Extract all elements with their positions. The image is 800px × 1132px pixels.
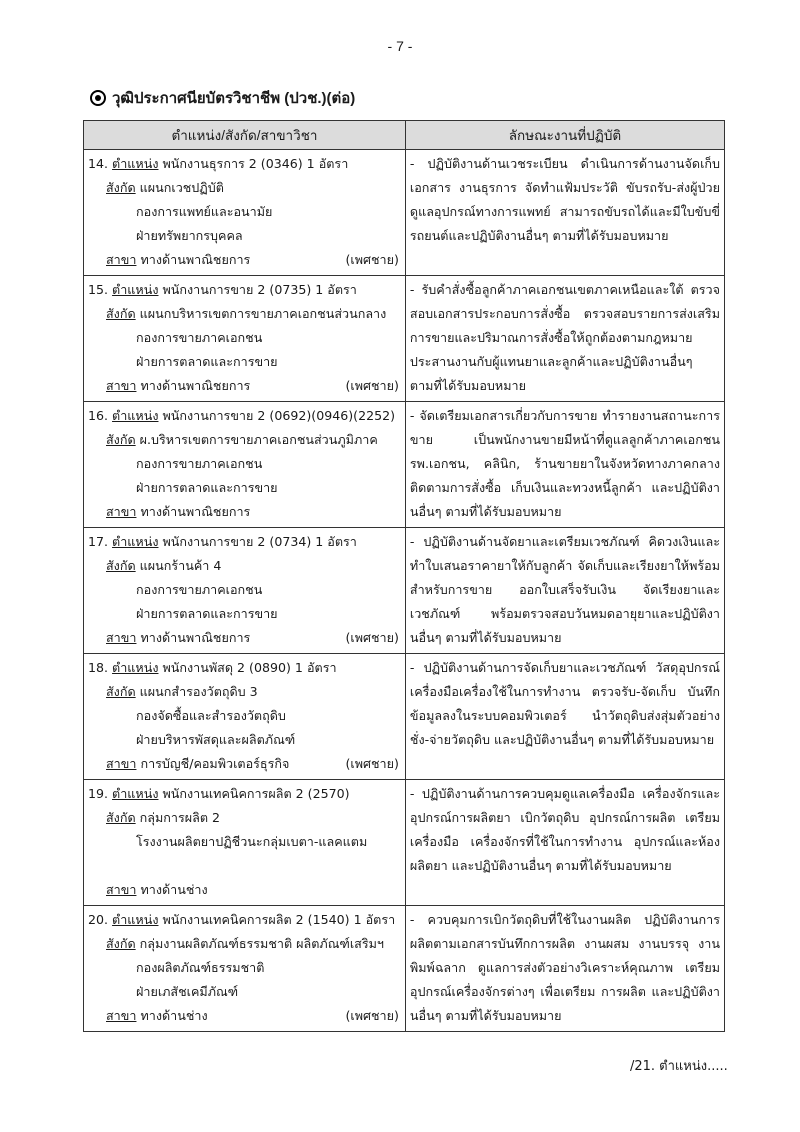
affiliation-line bbox=[88, 176, 401, 200]
affiliation-line bbox=[88, 932, 401, 956]
field-label: สาขา bbox=[106, 756, 137, 771]
position-line bbox=[88, 782, 401, 806]
gender-requirement: (เพศชาย) bbox=[345, 756, 399, 771]
duties-description: - รับคำสั่งซื้อลูกค้าภาคเอกชนเขตภาคเหนือและใต้ ตรวจสอบเอกสารประกอบการสั่งซื้อ ตรวจสอบรายการส่งเสริมการขายและปริมาณการสั่งซื้อให้ถูกต้องตามกฎหมาย ประสานงานกับผู้แทนยาและลูกค้าและปฏิบัติงานอื่นๆ ตามที่ได้รับมอบหมาย bbox=[409, 282, 720, 393]
duties-cell bbox=[405, 906, 724, 1032]
field-value: ทางด้านพาณิชยการ bbox=[140, 630, 251, 645]
position-title: พนักงานเทคนิคการผลิต 2 (2570) bbox=[162, 786, 350, 801]
affiliation-line bbox=[88, 806, 401, 830]
duties-description: - ปฏิบัติงานด้านการควบคุมดูแลเครื่องมือ เครื่องจักรและอุปกรณ์การผลิตยา เบิกวัตถุดิบ อุปกรณ์การผลิต เตรียมเครื่องมือ เครื่องจักรที่ใช้ในการทำงาน อุปกรณ์และห้องผลิตยา และปฏิบัติงานอื่นๆ ตามที่ได้รับมอบหมาย bbox=[409, 786, 720, 873]
field-label: สาขา bbox=[106, 378, 137, 393]
position-label: ตำแหน่ง bbox=[112, 786, 159, 801]
affiliation-office: ฝ่ายการตลาดและการขาย bbox=[136, 480, 278, 495]
field-line bbox=[88, 374, 401, 398]
affiliation-line bbox=[88, 680, 401, 704]
row-number: 18. bbox=[88, 660, 109, 675]
duties-description: - ควบคุมการเบิกวัตถุดิบที่ใช้ในงานผลิต ปฏิบัติงานการผลิตตามเอกสารบันทึกการผลิต งานผสม งานบรรจุ งานพิมพ์ฉลาก ดูแลการส่งตัวอย่างวิเคราะห์คุณภาพ เตรียมอุปกรณ์เครื่องจักรต่างๆ เพื่อเตรียม การผลิต และปฏิบัติงานอื่นๆ ตามที่ได้รับมอบหมาย bbox=[409, 912, 720, 1023]
field-label: สาขา bbox=[106, 1008, 137, 1023]
table-row bbox=[84, 654, 725, 780]
affiliation-label: สังกัด bbox=[106, 684, 136, 699]
table-row bbox=[84, 150, 725, 276]
affiliation-office: ฝ่ายการตลาดและการขาย bbox=[136, 606, 278, 621]
table-row bbox=[84, 528, 725, 654]
position-title: พนักงานธุรการ 2 (0346) 1 อัตรา bbox=[162, 156, 349, 171]
affiliation-division: กลุ่มการผลิต 2 bbox=[139, 810, 221, 825]
position-label: ตำแหน่ง bbox=[112, 408, 159, 423]
position-cell bbox=[84, 276, 406, 402]
position-title: พนักงานการขาย 2 (0735) 1 อัตรา bbox=[162, 282, 357, 297]
field-value: การบัญชี/คอมพิวเตอร์ธุรกิจ bbox=[140, 756, 290, 771]
affiliation-division: กลุ่มงานผลิตภัณฑ์ธรรมชาติ ผลิตภัณฑ์เสริมฯ bbox=[139, 936, 385, 951]
table-row bbox=[84, 780, 725, 906]
gender-requirement: (เพศชาย) bbox=[345, 1008, 399, 1023]
duties-cell bbox=[405, 654, 724, 780]
position-line bbox=[88, 530, 401, 554]
duties-cell bbox=[405, 150, 724, 276]
position-title: พนักงานพัสดุ 2 (0890) 1 อัตรา bbox=[162, 660, 337, 675]
section-title bbox=[90, 86, 355, 110]
affiliation-division: แผนกเวชปฏิบัติ bbox=[139, 180, 224, 195]
field-line bbox=[88, 500, 401, 524]
affiliation-office bbox=[88, 854, 401, 878]
affiliation-office: ฝ่ายบริหารพัสดุและผลิตภัณฑ์ bbox=[136, 732, 296, 747]
position-cell bbox=[84, 150, 406, 276]
duties-description: - ปฏิบัติงานด้านเวชระเบียน ดำเนินการด้านงานจัดเก็บเอกสาร งานธุรการ จัดทำแฟ้มประวัติ ขับรถรับ-ส่งผู้ป่วย ดูแลอุปกรณ์ทางการแพทย์ สามารถขับรถได้และมีใบขับขี่รถยนต์และปฏิบัติงานอื่นๆ ตามที่ได้รับมอบหมาย bbox=[409, 156, 720, 243]
affiliation-label: สังกัด bbox=[106, 936, 136, 951]
gender-requirement: (เพศชาย) bbox=[345, 378, 399, 393]
affiliation-department: กองผลิตภัณฑ์ธรรมชาติ bbox=[136, 960, 265, 975]
duties-cell bbox=[405, 402, 724, 528]
affiliation-label: สังกัด bbox=[106, 558, 136, 573]
position-label: ตำแหน่ง bbox=[112, 282, 159, 297]
field-line bbox=[88, 752, 401, 776]
affiliation-department: กองการแพทย์และอนามัย bbox=[136, 204, 273, 219]
position-label: ตำแหน่ง bbox=[112, 660, 159, 675]
affiliation-division: แผนกสำรองวัตถุดิบ 3 bbox=[139, 684, 258, 699]
row-number: 20. bbox=[88, 912, 109, 927]
duties-cell bbox=[405, 276, 724, 402]
affiliation-department: กองการขายภาคเอกชน bbox=[136, 456, 263, 471]
position-line bbox=[88, 404, 401, 428]
affiliation-label: สังกัด bbox=[106, 180, 136, 195]
table-row bbox=[84, 402, 725, 528]
field-label: สาขา bbox=[106, 504, 137, 519]
field-value: ทางด้านพาณิชยการ bbox=[140, 252, 251, 267]
row-number: 16. bbox=[88, 408, 109, 423]
table-row bbox=[84, 906, 725, 1032]
affiliation-office: ฝ่ายการตลาดและการขาย bbox=[136, 354, 278, 369]
duties-cell bbox=[405, 780, 724, 906]
row-number: 17. bbox=[88, 534, 109, 549]
page-number: - 7 - bbox=[387, 38, 413, 54]
position-cell bbox=[84, 528, 406, 654]
affiliation-department: กองการขายภาคเอกชน bbox=[136, 582, 263, 597]
column-header-position: ตำแหน่ง/สังกัด/สาขาวิชา bbox=[84, 121, 406, 150]
field-label: สาขา bbox=[106, 630, 137, 645]
position-label: ตำแหน่ง bbox=[112, 534, 159, 549]
field-line bbox=[88, 878, 401, 902]
affiliation-office: ฝ่ายเภสัชเคมีภัณฑ์ bbox=[136, 984, 239, 999]
position-label: ตำแหน่ง bbox=[112, 156, 159, 171]
affiliation-line bbox=[88, 554, 401, 578]
row-number: 15. bbox=[88, 282, 109, 297]
continuation-note: /21. ตำแหน่ง..... bbox=[630, 1059, 728, 1074]
field-line bbox=[88, 626, 401, 650]
position-line bbox=[88, 908, 401, 932]
section-title-text: วุฒิประกาศนียบัตรวิชาชีพ (ปวช.)(ต่อ) bbox=[112, 90, 356, 107]
position-title: พนักงานการขาย 2 (0734) 1 อัตรา bbox=[162, 534, 357, 549]
table-header-row bbox=[84, 121, 725, 150]
position-line bbox=[88, 278, 401, 302]
duties-description: - ปฏิบัติงานด้านจัดยาและเตรียมเวชภัณฑ์ คิดวงเงินและทำใบเสนอราคายาให้กับลูกค้า จัดเก็บและเรียงยาให้พร้อมสำหรับการขาย ออกใบเสร็จรับเงิน จัดเรียงยาและเวชภัณฑ์ พร้อมตรวจสอบวันหมดอายุยาและปฏิบัติงานอื่นๆ ตามที่ได้รับมอบหมาย bbox=[409, 534, 720, 645]
radio-bullet-icon bbox=[90, 90, 106, 106]
field-value: ทางด้านพาณิชยการ bbox=[140, 378, 251, 393]
affiliation-division: แผนกบริหารเขตการขายภาคเอกชนส่วนกลาง bbox=[139, 306, 387, 321]
duties-description: - จัดเตรียมเอกสารเกี่ยวกับการขาย ทำรายงานสถานะการขาย เป็นพนักงานขายมีหน้าที่ดูแลลูกค้าภาคเอกชน รพ.เอกชน, คลินิก, ร้านขายยาในจังหวัดทางภาคกลาง ติดตามการสั่งซื้อ เก็บเงินและทวงหนี้ลูกค้า และปฏิบัติงานอื่นๆ ตามที่ได้รับมอบหมาย bbox=[409, 408, 720, 519]
position-title: พนักงานเทคนิคการผลิต 2 (1540) 1 อัตรา bbox=[162, 912, 396, 927]
affiliation-department: กองจัดซื้อและสำรองวัตถุดิบ bbox=[136, 708, 286, 723]
field-value: ทางด้านพาณิชยการ bbox=[140, 504, 251, 519]
affiliation-line bbox=[88, 428, 401, 452]
gender-requirement: (เพศชาย) bbox=[345, 252, 399, 267]
duties-description: - ปฏิบัติงานด้านการจัดเก็บยาและเวชภัณฑ์ วัสดุอุปกรณ์ เครื่องมือเครื่องใช้ในการทำงาน ตรวจรับ-จัดเก็บ บันทึกข้อมูลลงในระบบคอมพิวเตอร์ นำวัตถุดิบส่งสุ่มตัวอย่าง ชั่ง-จ่ายวัตถุดิบ และปฏิบัติงานอื่นๆ ตามที่ได้รับมอบหมาย bbox=[409, 660, 720, 747]
affiliation-label: สังกัด bbox=[106, 810, 136, 825]
affiliation-department: กองการขายภาคเอกชน bbox=[136, 330, 263, 345]
affiliation-division: แผนกร้านค้า 4 bbox=[139, 558, 222, 573]
field-label: สาขา bbox=[106, 252, 137, 267]
position-line bbox=[88, 152, 401, 176]
affiliation-line bbox=[88, 302, 401, 326]
position-cell bbox=[84, 654, 406, 780]
field-value: ทางด้านช่าง bbox=[140, 1008, 208, 1023]
affiliation-label: สังกัด bbox=[106, 432, 136, 447]
affiliation-division: ผ.บริหารเขตการขายภาคเอกชนส่วนภูมิภาค bbox=[139, 432, 378, 447]
affiliation-label: สังกัด bbox=[106, 306, 136, 321]
field-label: สาขา bbox=[106, 882, 137, 897]
field-line bbox=[88, 248, 401, 272]
column-header-duties: ลักษณะงานที่ปฏิบัติ bbox=[405, 121, 724, 150]
gender-requirement: (เพศชาย) bbox=[345, 630, 399, 645]
affiliation-department: โรงงานผลิตยาปฏิชีวนะกลุ่มเบตา-แลคแตม bbox=[136, 834, 368, 849]
position-cell bbox=[84, 402, 406, 528]
positions-table bbox=[83, 120, 725, 1032]
row-number: 14. bbox=[88, 156, 109, 171]
position-cell bbox=[84, 780, 406, 906]
position-cell bbox=[84, 906, 406, 1032]
field-value: ทางด้านช่าง bbox=[140, 882, 208, 897]
duties-cell bbox=[405, 528, 724, 654]
position-label: ตำแหน่ง bbox=[112, 912, 159, 927]
table-row bbox=[84, 276, 725, 402]
row-number: 19. bbox=[88, 786, 109, 801]
position-title: พนักงานการขาย 2 (0692)(0946)(2252) bbox=[162, 408, 396, 423]
field-line bbox=[88, 1004, 401, 1028]
affiliation-office: ฝ่ายทรัพยากรบุคคล bbox=[136, 228, 243, 243]
position-line bbox=[88, 656, 401, 680]
